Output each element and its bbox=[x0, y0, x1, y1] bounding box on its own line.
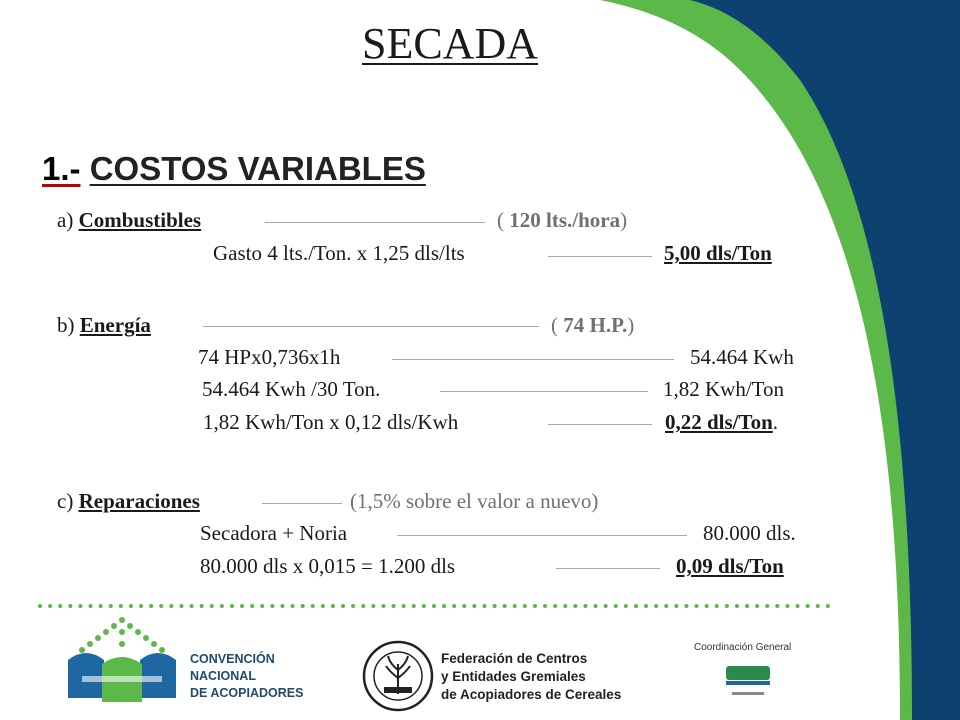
item-a-name: Combustibles bbox=[78, 208, 202, 232]
item-b-line3-calc: 1,82 Kwh/Ton x 0,12 dls/Kwh bbox=[203, 410, 459, 434]
item-a-calc: Gasto 4 lts./Ton. x 1,25 dls/lts bbox=[213, 241, 465, 265]
item-c-letter: c) bbox=[57, 489, 74, 513]
item-b-line3-result: 0,22 dls/Ton bbox=[665, 410, 773, 434]
leader-line bbox=[548, 256, 652, 257]
item-b-name: Energía bbox=[79, 313, 151, 337]
leader-line bbox=[392, 359, 674, 360]
item-b-line1-result: 54.464 Kwh bbox=[690, 345, 794, 369]
item-b-note: ( 74 H.P.) bbox=[551, 313, 635, 337]
slide-title: SECADA bbox=[361, 19, 539, 68]
section-number: 1.- bbox=[42, 150, 81, 187]
convencion-logo-text: CONVENCIÓN NACIONAL DE ACOPIADORES bbox=[190, 652, 304, 700]
leader-line bbox=[556, 568, 660, 569]
item-a-result: 5,00 dls/Ton bbox=[664, 241, 772, 265]
leader-line bbox=[397, 535, 687, 536]
item-a-letter: a) bbox=[57, 208, 74, 232]
convencion-logo-icon bbox=[62, 614, 182, 706]
item-c-header bbox=[57, 489, 200, 513]
section-title: COSTOS VARIABLES bbox=[89, 150, 426, 187]
item-b-line2-result: 1,82 Kwh/Ton bbox=[663, 377, 785, 401]
item-a-header bbox=[57, 208, 201, 232]
item-c-line2-result: 0,09 dls/Ton bbox=[676, 554, 784, 578]
item-a-note: ( 120 lts./hora) bbox=[497, 208, 628, 232]
section-heading bbox=[42, 150, 426, 188]
item-c-line1-calc: Secadora + Noria bbox=[200, 521, 348, 545]
item-b-line1-calc: 74 HPx0,736x1h bbox=[198, 345, 341, 369]
coordinacion-label: Coordinación General bbox=[694, 642, 792, 653]
item-a-note-value: 120 lts./hora bbox=[509, 208, 621, 232]
item-b-line2-calc: 54.464 Kwh /30 Ton. bbox=[202, 377, 381, 401]
item-b-note-value: 74 H.P. bbox=[563, 313, 628, 337]
item-b-header bbox=[57, 313, 151, 337]
item-c-name: Reparaciones bbox=[78, 489, 200, 513]
item-c-line2-calc: 80.000 dls x 0,015 = 1.200 dls bbox=[200, 554, 456, 578]
sima-logo-icon bbox=[724, 660, 772, 700]
federacion-logo-text: Federación de Centros y Entidades Gremiales de Acopiadores de Cereales bbox=[441, 651, 622, 702]
leader-line bbox=[265, 222, 485, 223]
item-b-letter: b) bbox=[57, 313, 75, 337]
leader-line bbox=[440, 391, 648, 392]
leader-line bbox=[262, 503, 342, 504]
federacion-seal-icon bbox=[362, 640, 434, 712]
leader-line bbox=[548, 424, 652, 425]
item-c-note: (1,5% sobre el valor a nuevo) bbox=[350, 489, 599, 513]
leader-line bbox=[203, 326, 539, 327]
item-c-line1-result: 80.000 dls. bbox=[703, 521, 796, 545]
item-b-line3-result-wrap: 0,22 dls/Ton. bbox=[665, 410, 779, 434]
